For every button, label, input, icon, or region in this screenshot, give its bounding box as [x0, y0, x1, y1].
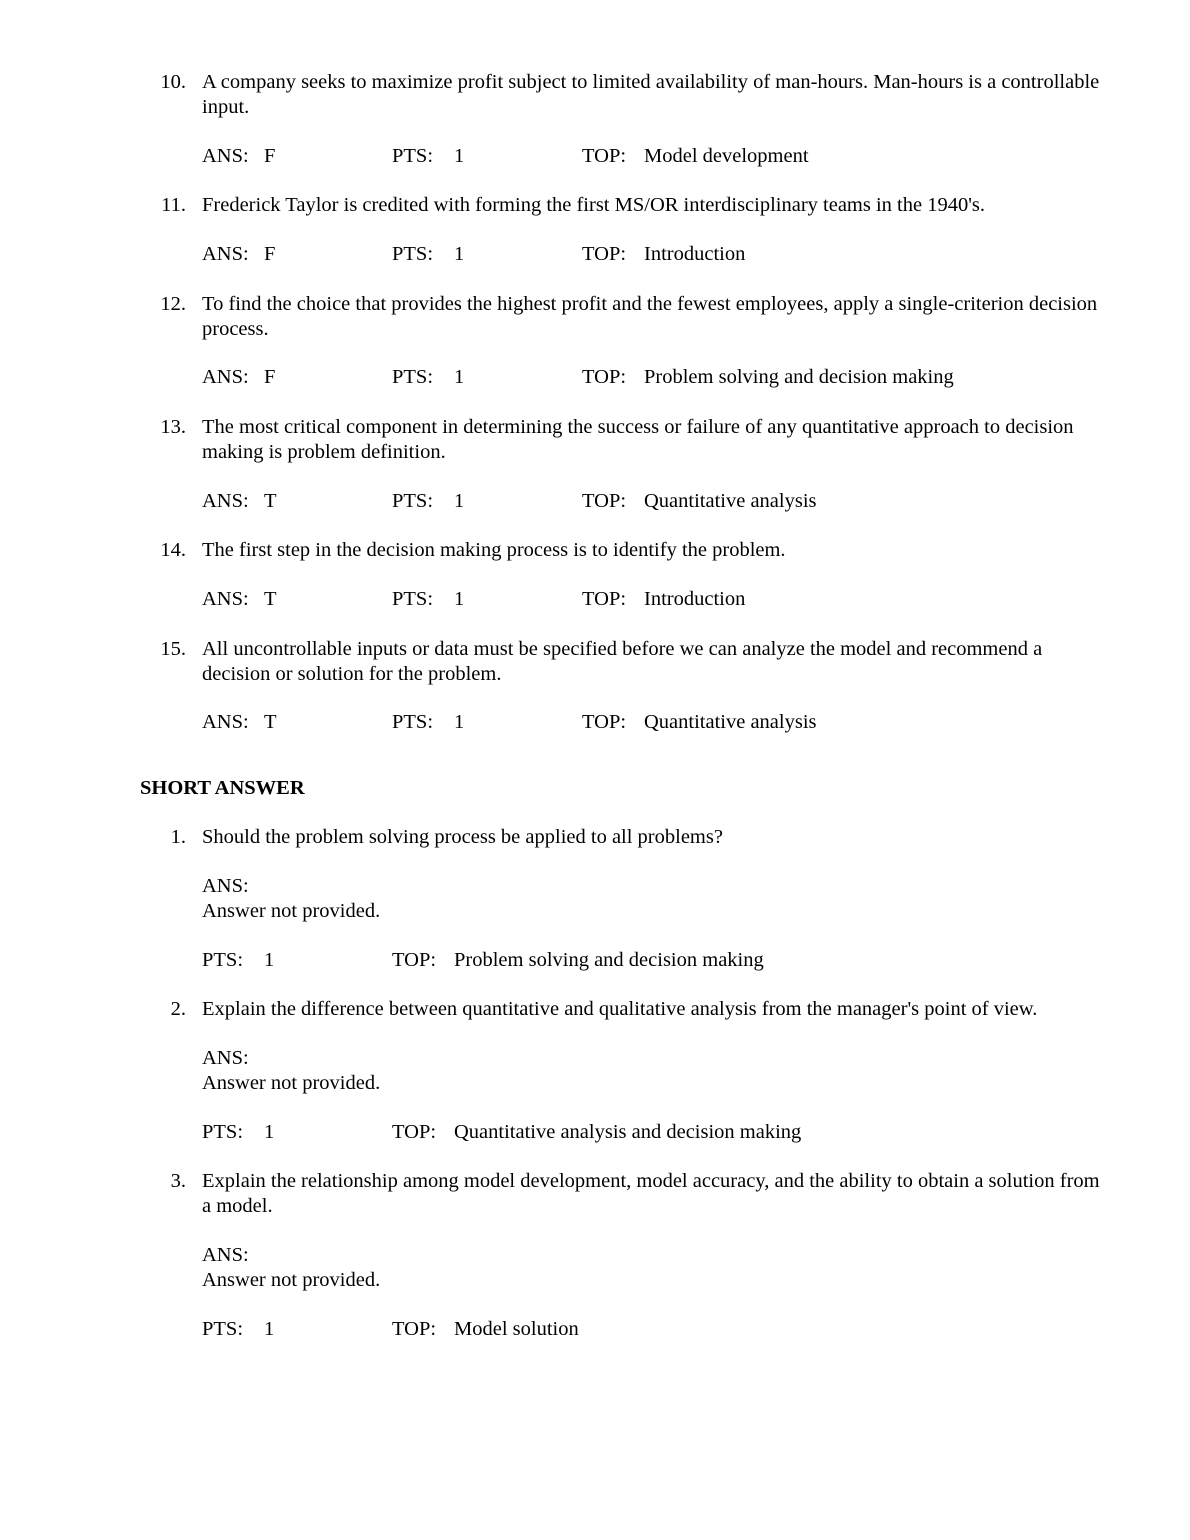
pts-label: PTS: — [392, 711, 434, 733]
top-label: TOP: — [582, 366, 627, 388]
pts-value: 1 — [264, 949, 275, 971]
top-label: TOP: — [392, 1318, 437, 1340]
question-number: 15. — [160, 638, 186, 660]
question-text: The most critical component in determining the success or failure of any quantitative approach to decision making is problem definition. — [202, 416, 1074, 463]
question-number: 3. — [170, 1170, 186, 1192]
question-number: 12. — [160, 293, 186, 315]
top-value: Model development — [644, 145, 809, 167]
ans-label: ANS: — [202, 711, 249, 733]
question-13 — [140, 415, 1100, 464]
ans-text: Answer not provided. — [202, 899, 381, 922]
question-text: A company seeks to maximize profit subject to limited availability of man-hours. Man-hours is a controllable input. — [202, 71, 1100, 118]
pts-value: 1 — [454, 145, 465, 167]
top-label: TOP: — [392, 1121, 437, 1143]
ans-label: ANS: — [202, 1244, 249, 1266]
answer-meta — [202, 1317, 1102, 1342]
top-value: Model solution — [454, 1318, 579, 1340]
ans-label: ANS: — [202, 1047, 249, 1069]
ans-label: ANS: — [202, 243, 249, 265]
section-title: SHORT ANSWER — [140, 777, 305, 799]
answer-block — [202, 1046, 380, 1095]
answer-meta — [202, 489, 1102, 514]
question-15 — [140, 637, 1100, 686]
top-value: Quantitative analysis and decision making — [454, 1121, 802, 1143]
pts-label: PTS: — [392, 588, 434, 610]
question-number: 11. — [161, 194, 186, 216]
ans-label: ANS: — [202, 875, 249, 897]
ans-value: T — [264, 588, 277, 610]
question-number: 1. — [170, 826, 186, 848]
top-label: TOP: — [582, 711, 627, 733]
answer-block — [202, 1243, 380, 1292]
top-label: TOP: — [582, 490, 627, 512]
ans-value: F — [264, 145, 276, 167]
top-value: Introduction — [644, 243, 746, 265]
pts-label: PTS: — [392, 490, 434, 512]
answer-meta — [202, 710, 1102, 735]
answer-block — [202, 874, 380, 923]
pts-value: 1 — [264, 1121, 275, 1143]
ans-value: T — [264, 711, 277, 733]
pts-value: 1 — [264, 1318, 275, 1340]
ans-label: ANS: — [202, 145, 249, 167]
question-number: 10. — [160, 71, 186, 93]
question-text: Frederick Taylor is credited with forming the first MS/OR interdisciplinary teams in the 1940's. — [202, 194, 986, 216]
top-label: TOP: — [582, 588, 627, 610]
answer-meta — [202, 587, 1102, 612]
question-14 — [140, 538, 1100, 563]
answer-meta — [202, 1120, 1102, 1145]
pts-value: 1 — [454, 366, 465, 388]
question-number: 14. — [160, 539, 186, 561]
question-text: All uncontrollable inputs or data must be specified before we can analyze the model and recommend a decision or solution for the problem. — [202, 638, 1043, 685]
answer-meta — [202, 948, 1102, 973]
pts-value: 1 — [454, 588, 465, 610]
top-value: Quantitative analysis — [644, 490, 817, 512]
pts-value: 1 — [454, 711, 465, 733]
top-label: TOP: — [582, 243, 627, 265]
pts-label: PTS: — [392, 145, 434, 167]
pts-label: PTS: — [202, 1318, 244, 1340]
short-answer-2 — [140, 997, 1100, 1022]
ans-value: F — [264, 366, 276, 388]
ans-text: Answer not provided. — [202, 1268, 381, 1291]
short-answer-3 — [140, 1169, 1100, 1218]
pts-value: 1 — [454, 243, 465, 265]
pts-label: PTS: — [392, 243, 434, 265]
ans-value: T — [264, 490, 277, 512]
pts-value: 1 — [454, 490, 465, 512]
top-value: Problem solving and decision making — [454, 949, 764, 971]
question-11 — [140, 193, 1100, 218]
pts-label: PTS: — [202, 949, 244, 971]
question-10 — [140, 70, 1100, 119]
ans-label: ANS: — [202, 366, 249, 388]
question-12 — [140, 292, 1100, 341]
question-text: Should the problem solving process be applied to all problems? — [202, 826, 723, 848]
top-value: Quantitative analysis — [644, 711, 817, 733]
question-text: Explain the relationship among model development, model accuracy, and the ability to obtain a solution from a model. — [202, 1170, 1100, 1217]
ans-text: Answer not provided. — [202, 1071, 381, 1094]
answer-meta — [202, 242, 1102, 267]
ans-label: ANS: — [202, 490, 249, 512]
pts-label: PTS: — [392, 366, 434, 388]
answer-meta — [202, 365, 1102, 390]
ans-value: F — [264, 243, 276, 265]
top-label: TOP: — [392, 949, 437, 971]
ans-label: ANS: — [202, 588, 249, 610]
top-label: TOP: — [582, 145, 627, 167]
question-text: Explain the difference between quantitative and qualitative analysis from the manager's point of view. — [202, 998, 1038, 1020]
top-value: Problem solving and decision making — [644, 366, 954, 388]
question-text: To find the choice that provides the highest profit and the fewest employees, apply a single-criterion decision process. — [202, 293, 1098, 340]
question-number: 13. — [160, 416, 186, 438]
question-text: The first step in the decision making process is to identify the problem. — [202, 539, 786, 561]
short-answer-1 — [140, 825, 1100, 850]
answer-meta — [202, 144, 1102, 169]
pts-label: PTS: — [202, 1121, 244, 1143]
top-value: Introduction — [644, 588, 746, 610]
question-number: 2. — [170, 998, 186, 1020]
